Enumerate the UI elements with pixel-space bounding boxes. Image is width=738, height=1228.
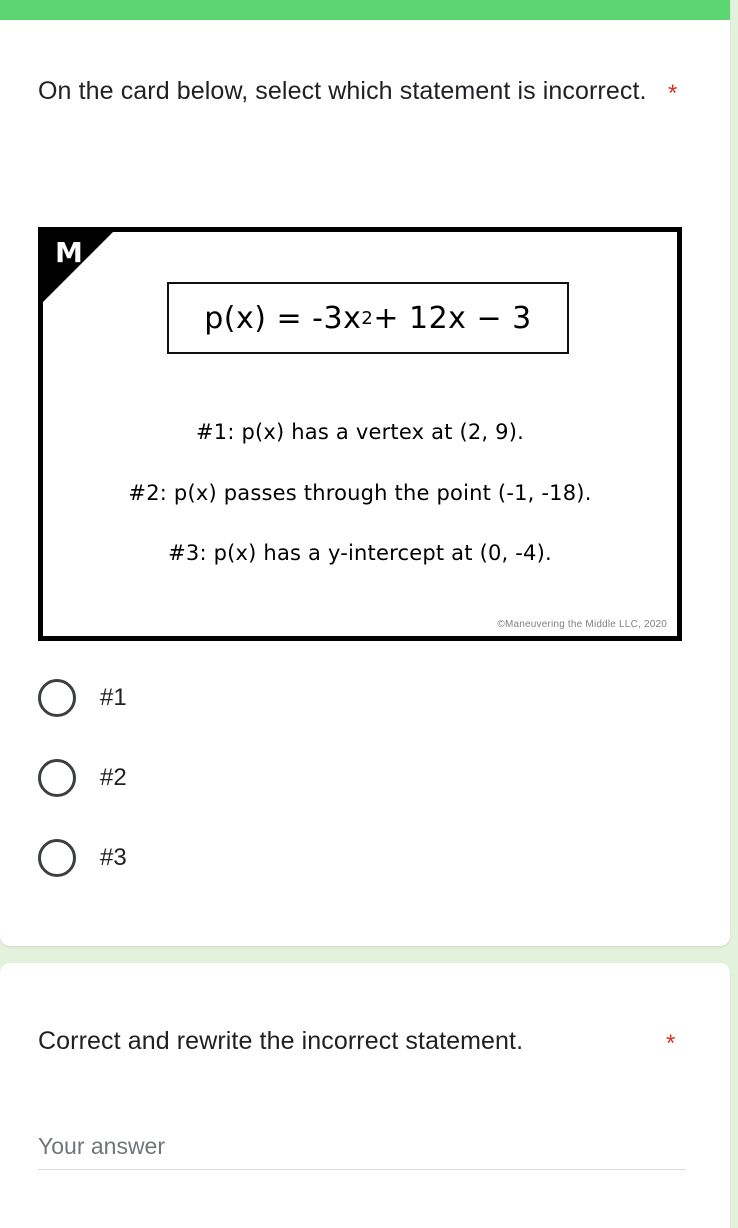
math-card-image — [38, 227, 682, 641]
question-1-required-marker: * — [668, 80, 678, 107]
question-1-title: On the card below, select which statement is incorrect. — [38, 77, 647, 105]
card-statement-2: #2: p(x) passes through the point (-1, -18). — [128, 481, 592, 505]
question-2-required-marker: * — [666, 1030, 676, 1057]
answer-input[interactable] — [38, 1124, 686, 1170]
question-card-2 — [0, 963, 730, 1228]
radio-option-1-label: #1 — [100, 684, 127, 711]
equation-suffix: + 12x − 3 — [373, 300, 532, 336]
card-statement-3: #3: p(x) has a y-intercept at (0, -4). — [168, 541, 552, 565]
equation-box — [167, 282, 569, 354]
equation-prefix: p(x) = -3x — [204, 300, 362, 336]
card-accent-bar — [0, 0, 730, 20]
radio-option-2[interactable] — [38, 754, 658, 802]
card-statement-1: #1: p(x) has a vertex at (2, 9). — [195, 420, 525, 444]
copyright-text: ©Maneuvering the Middle LLC, 2020 — [497, 619, 667, 630]
radio-option-2-label: #2 — [100, 764, 127, 791]
equation-exponent: 2 — [361, 307, 374, 329]
radio-circle-icon[interactable] — [38, 839, 76, 877]
radio-circle-icon[interactable] — [38, 759, 76, 797]
radio-option-1[interactable] — [38, 674, 658, 722]
corner-letter-logo: M — [55, 236, 82, 269]
question-2-title: Correct and rewrite the incorrect statement. — [38, 1027, 524, 1055]
radio-option-3-label: #3 — [100, 844, 127, 871]
radio-circle-icon[interactable] — [38, 679, 76, 717]
radio-option-3[interactable] — [38, 834, 658, 882]
